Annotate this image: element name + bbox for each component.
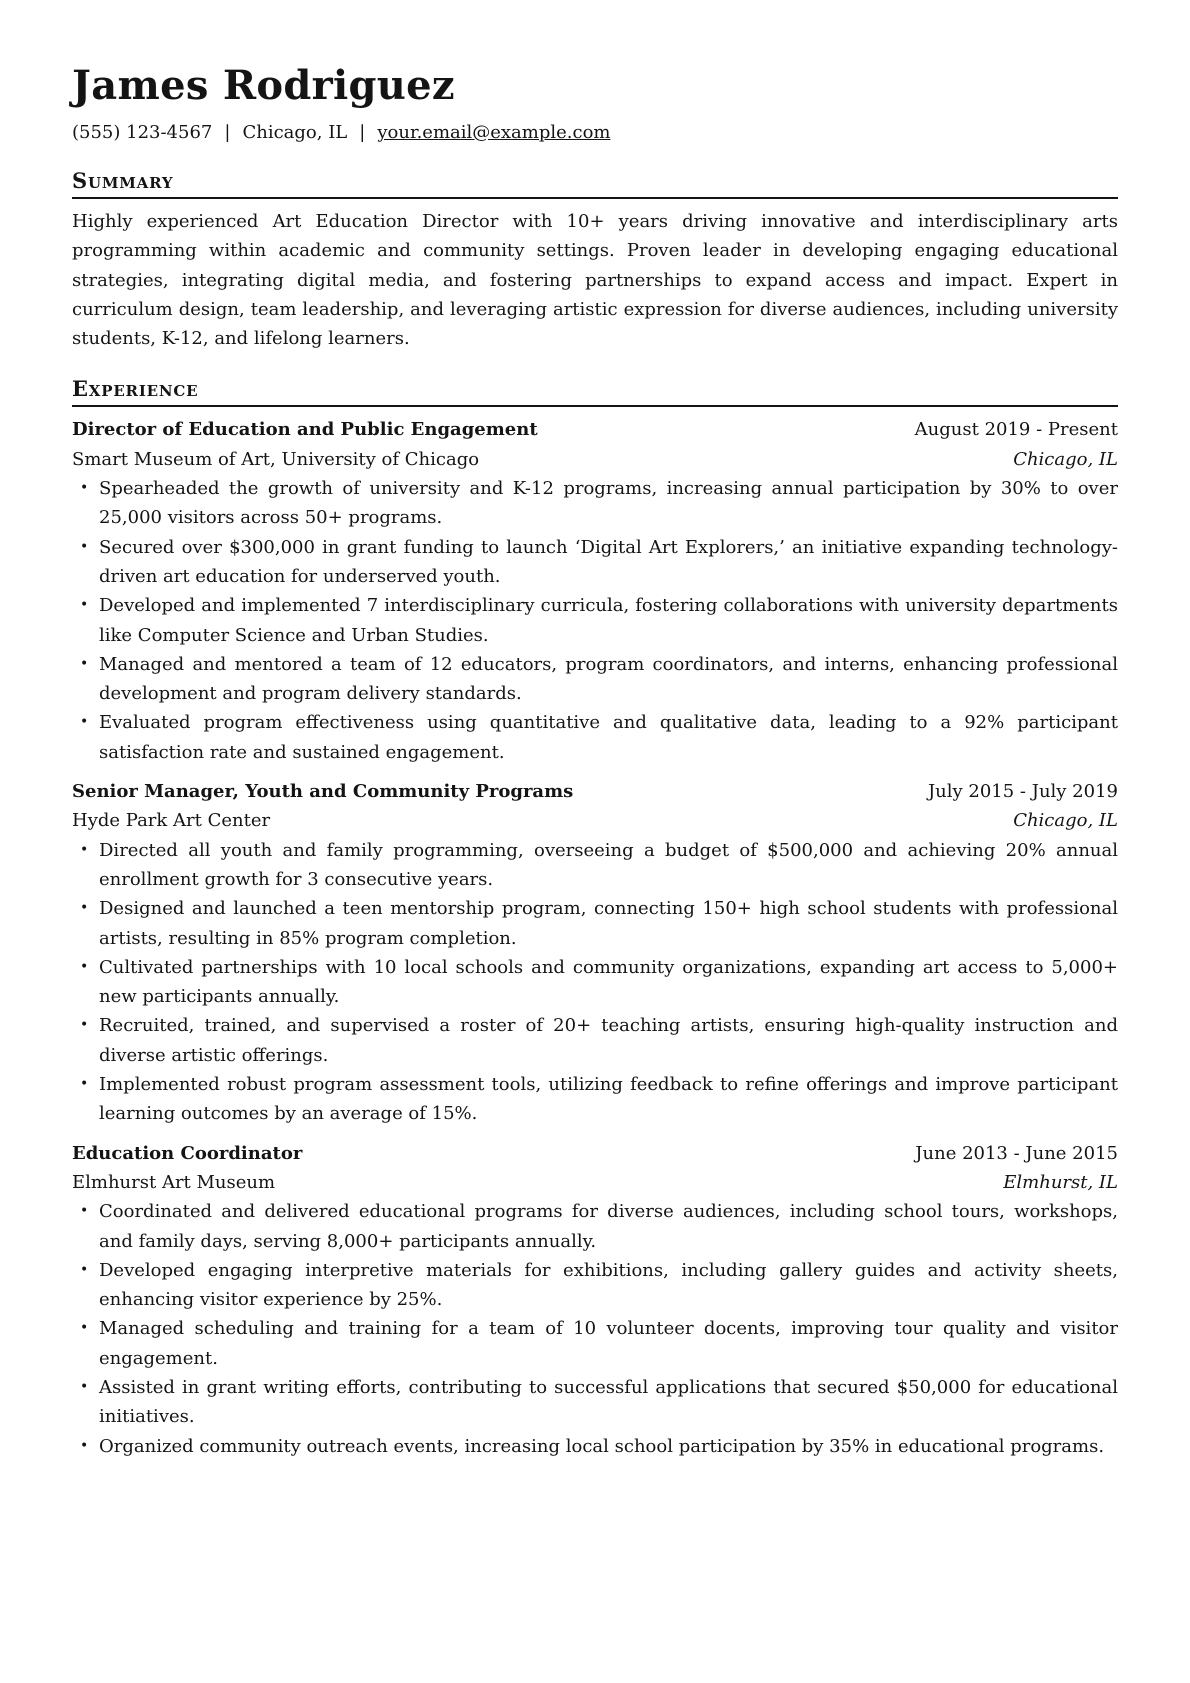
job-bullet: [72, 1011, 1118, 1070]
job-header-row: [72, 415, 1118, 444]
bullet-dot-icon: •: [80, 714, 89, 731]
summary-text: Highly experienced Art Education Director with 10+ years driving innovative and interdisciplinary arts programming within academic and community settings. Proven leader in developing engaging educational strategies, integrating digital media, and fostering partnerships to expand access and impact. Expert in curriculum design, team leadership, and leveraging artistic expression for diverse audiences, including university students, K-12, and lifelong learners.: [72, 211, 1118, 350]
job-dates: July 2015 - July 2019: [927, 781, 1118, 803]
bullet-dot-icon: •: [80, 480, 89, 497]
contact-phone: (555) 123-4567: [72, 122, 213, 143]
candidate-name: James Rodriguez: [72, 62, 455, 109]
experience-entry: [72, 1139, 1118, 1461]
job-bullet-text: Developed engaging interpretive materials for exhibitions, including gallery guides and activity sheets, enhancing visitor experience by 25%.: [99, 1259, 1118, 1311]
job-bullet-text: Developed and implemented 7 interdisciplinary curricula, fostering collaborations with university departments like Computer Science and Urban Studies.: [99, 595, 1118, 646]
job-organization: Hyde Park Art Center: [72, 810, 271, 832]
bullet-dot-icon: •: [80, 1203, 89, 1220]
job-bullet: [72, 708, 1118, 767]
job-bullet-text: Directed all youth and family programming, overseeing a budget of $500,000 and achieving 20% annual enrollment growth for 3 consecutive years.: [99, 839, 1118, 890]
job-bullet: [72, 836, 1118, 895]
experience-entry: [72, 777, 1118, 1129]
contact-location: Chicago, IL: [242, 122, 348, 143]
job-bullet: [72, 894, 1118, 953]
job-bullet-text: Managed and mentored a team of 12 educators, program coordinators, and interns, enhancing professional development and program delivery standards.: [99, 653, 1118, 705]
job-bullet-list: [72, 836, 1118, 1129]
job-dates: August 2019 - Present: [914, 419, 1118, 441]
job-title: Director of Education and Public Engagement: [72, 419, 538, 441]
job-org-row: [72, 445, 1118, 474]
job-bullet: [72, 953, 1118, 1012]
bullet-dot-icon: •: [80, 1261, 89, 1278]
job-location: Elmhurst, IL: [1003, 1171, 1118, 1193]
contact-separator: |: [224, 122, 231, 143]
job-bullet-list: [72, 1197, 1118, 1461]
contact-line: [72, 121, 1118, 145]
bullet-dot-icon: •: [80, 1320, 89, 1337]
job-bullet-text: Assisted in grant writing efforts, contributing to successful applications that secured $50,000 for educational initiatives.: [99, 1376, 1118, 1428]
job-header-row: [72, 777, 1118, 806]
job-bullet-list: [72, 474, 1118, 767]
job-title: Senior Manager, Youth and Community Programs: [72, 781, 574, 803]
contact-separator: |: [359, 122, 366, 143]
job-header-row: [72, 1139, 1118, 1168]
job-bullet: [72, 1373, 1118, 1432]
bullet-dot-icon: •: [80, 1437, 89, 1454]
job-bullet-text: Spearheaded the growth of university and K-12 programs, increasing annual participation by 30% to over 25,000 visitors across 50+ programs.: [99, 478, 1118, 529]
job-bullet: [72, 1070, 1118, 1129]
job-bullet-text: Cultivated partnerships with 10 local schools and community organizations, expanding art access to 5,000+ new participants annually.: [99, 956, 1118, 1008]
contact-email-link[interactable]: your.email@example.com: [377, 122, 611, 143]
job-bullet-text: Recruited, trained, and supervised a roster of 20+ teaching artists, ensuring high-quality instruction and diverse artistic offerings.: [99, 1015, 1118, 1066]
bullet-dot-icon: •: [80, 597, 89, 614]
job-bullet: [72, 474, 1118, 533]
experience-entry: [72, 415, 1118, 767]
experience-list: [72, 415, 1118, 1460]
job-org-row: [72, 1168, 1118, 1197]
job-title: Education Coordinator: [72, 1142, 303, 1164]
job-bullet-text: Managed scheduling and training for a team of 10 volunteer docents, improving tour quality and visitor engagement.: [99, 1318, 1118, 1369]
job-bullet: [72, 1256, 1118, 1315]
job-location: Chicago, IL: [1013, 448, 1118, 470]
job-bullet: [72, 533, 1118, 592]
job-organization: Elmhurst Art Museum: [72, 1171, 276, 1193]
job-bullet-text: Evaluated program effectiveness using quantitative and qualitative data, leading to a 92% participant satisfaction rate and sustained engagement.: [99, 712, 1118, 763]
job-bullet-text: Coordinated and delivered educational programs for diverse audiences, including school tours, workshops, and family days, serving 8,000+ participants annually.: [99, 1201, 1118, 1252]
job-bullet-text: Implemented robust program assessment tools, utilizing feedback to refine offerings and improve participant learning outcomes by an average of 15%.: [99, 1074, 1118, 1125]
bullet-dot-icon: •: [80, 1378, 89, 1395]
bullet-dot-icon: •: [80, 841, 89, 858]
bullet-dot-icon: •: [80, 1017, 89, 1034]
bullet-dot-icon: •: [80, 900, 89, 917]
job-bullet-text: Secured over $300,000 in grant funding to launch ‘Digital Art Explorers,’ an initiative expanding technology-driven art education for underserved youth.: [99, 536, 1118, 587]
bullet-dot-icon: •: [80, 958, 89, 975]
job-location: Chicago, IL: [1013, 810, 1118, 832]
summary-heading: Summary: [72, 167, 1118, 199]
job-bullet: [72, 1314, 1118, 1373]
bullet-dot-icon: •: [80, 1076, 89, 1093]
job-organization: Smart Museum of Art, University of Chicago: [72, 448, 480, 470]
job-bullet: [72, 1197, 1118, 1256]
bullet-dot-icon: •: [80, 655, 89, 672]
job-dates: June 2013 - June 2015: [915, 1142, 1118, 1164]
job-bullet: [72, 1432, 1118, 1461]
job-bullet: [72, 650, 1118, 709]
job-bullet: [72, 591, 1118, 650]
bullet-dot-icon: •: [80, 538, 89, 555]
job-org-row: [72, 806, 1118, 835]
job-bullet-text: Organized community outreach events, increasing local school participation by 35% in educational programs.: [99, 1435, 1105, 1457]
experience-heading: Experience: [72, 375, 1118, 407]
job-bullet-text: Designed and launched a teen mentorship program, connecting 150+ high school students with professional artists, resulting in 85% program completion.: [99, 898, 1118, 949]
